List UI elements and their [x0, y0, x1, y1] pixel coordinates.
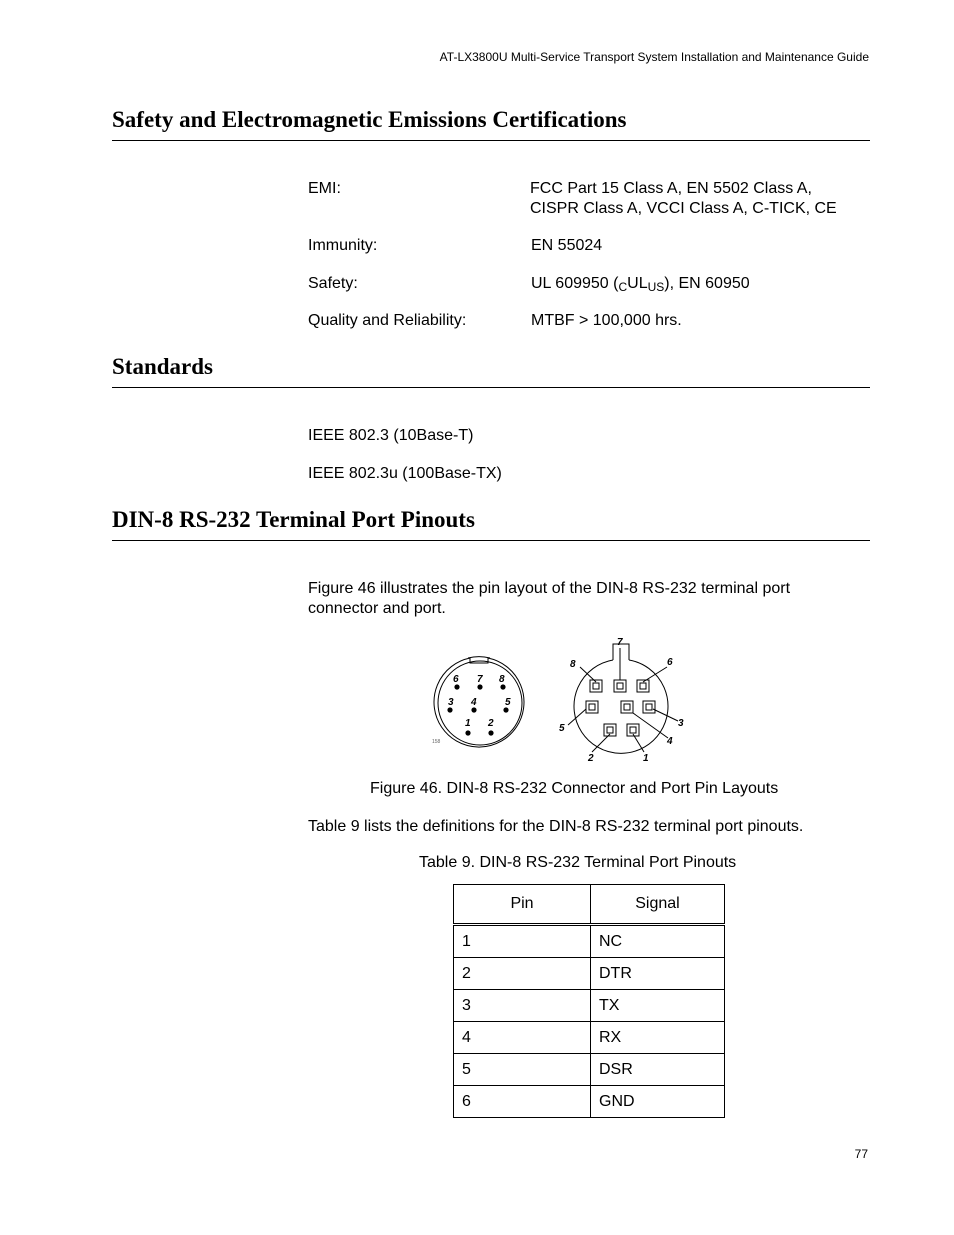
- pin-cell: 4: [454, 1022, 591, 1054]
- port-pin-label: 3: [678, 718, 684, 729]
- connector-pin-dot: [488, 730, 493, 735]
- pinout-table: [453, 884, 725, 1118]
- safety-value-prefix: UL 609950 (: [531, 275, 619, 292]
- port-pin-label: 7: [617, 637, 623, 648]
- signal-cell: TX: [591, 990, 725, 1022]
- pin-cell: 6: [454, 1086, 591, 1118]
- pin-cell: 5: [454, 1054, 591, 1086]
- connector-pin-label: 5: [505, 697, 511, 708]
- table-row: [454, 1022, 725, 1054]
- safety-label: Safety:: [308, 275, 358, 292]
- din8-port-diagram: [559, 637, 684, 764]
- connector-pin-label: 6: [453, 674, 459, 685]
- column-header-pin: Pin: [454, 885, 591, 925]
- table-row: [454, 958, 725, 990]
- quality-label: Quality and Reliability:: [308, 312, 467, 329]
- port-pin-label: 8: [570, 659, 576, 670]
- connector-pin-dot: [503, 707, 508, 712]
- table-row: [454, 1086, 725, 1118]
- pin-cell: 3: [454, 990, 591, 1022]
- safety-value-suffix: ), EN 60950: [664, 275, 750, 292]
- table-caption: Table 9. DIN-8 RS-232 Terminal Port Pinouts: [419, 854, 737, 871]
- connector-tag: 158: [432, 739, 441, 745]
- section-rule: [112, 387, 870, 388]
- din8-figure: [420, 630, 710, 770]
- signal-cell: RX: [591, 1022, 725, 1054]
- immunity-value: EN 55024: [531, 237, 603, 254]
- signal-cell: NC: [591, 925, 725, 958]
- pinouts-intro: [308, 579, 790, 619]
- connector-pin-label: 2: [488, 718, 494, 729]
- connector-pin-dot: [454, 684, 459, 689]
- signal-cell: GND: [591, 1086, 725, 1118]
- safety-ul: UL: [627, 275, 648, 292]
- table-row: [454, 1054, 725, 1086]
- port-pin-label: 5: [559, 723, 565, 734]
- port-pin-label: 2: [588, 753, 594, 764]
- port-pin-label: 4: [667, 736, 673, 747]
- section-rule: [112, 540, 870, 541]
- pinouts-intro-line1: Figure 46 illustrates the pin layout of the DIN-8 RS-232 terminal port: [308, 580, 791, 597]
- pinouts-intro-line2: connector and port.: [308, 600, 446, 617]
- pin-cell: 2: [454, 958, 591, 990]
- running-header: AT-LX3800U Multi-Service Transport System Installation and Maintenance Guide: [439, 50, 869, 64]
- column-header-signal: Signal: [591, 885, 725, 925]
- port-pin-label: 1: [643, 753, 649, 764]
- connector-pin-dot: [500, 684, 505, 689]
- port-pin-label: 6: [667, 657, 673, 668]
- connector-pin-label: 1: [465, 718, 471, 729]
- section-title-safety: Safety and Electromagnetic Emissions Certifications: [112, 107, 627, 132]
- pin-cell: 1: [454, 925, 591, 958]
- signal-cell: DTR: [591, 958, 725, 990]
- signal-cell: DSR: [591, 1054, 725, 1086]
- connector-pin-label: 7: [477, 674, 483, 685]
- standard-item: IEEE 802.3u (100Base-TX): [308, 465, 502, 482]
- section-title-standards: Standards: [112, 354, 213, 379]
- connector-pin-dot: [471, 707, 476, 712]
- connector-pin-label: 3: [448, 697, 454, 708]
- connector-pin-dot: [465, 730, 470, 735]
- page-number: 77: [854, 1147, 868, 1161]
- table-row: [454, 990, 725, 1022]
- safety-sub-us: US: [647, 280, 665, 294]
- connector-pin-dot: [477, 684, 482, 689]
- din8-connector-diagram: [432, 657, 524, 747]
- safety-sub-c: C: [618, 280, 628, 294]
- emi-value: [530, 179, 837, 219]
- emi-label: EMI:: [308, 180, 341, 197]
- connector-pin-dot: [447, 707, 452, 712]
- safety-value: [531, 274, 750, 294]
- section-rule: [112, 140, 870, 141]
- table-intro: Table 9 lists the definitions for the DIN-8 RS-232 terminal port pinouts.: [308, 818, 804, 835]
- quality-value: MTBF > 100,000 hrs.: [531, 312, 682, 329]
- figure-caption: Figure 46. DIN-8 RS-232 Connector and Port Pin Layouts: [370, 780, 779, 797]
- table-header-row: [454, 885, 725, 925]
- immunity-label: Immunity:: [308, 237, 378, 254]
- emi-value-line1: FCC Part 15 Class A, EN 5502 Class A,: [530, 180, 812, 197]
- table-row: [454, 925, 725, 958]
- emi-value-line2: CISPR Class A, VCCI Class A, C-TICK, CE: [530, 200, 837, 217]
- standard-item: IEEE 802.3 (10Base-T): [308, 427, 474, 444]
- connector-pin-label: 4: [471, 697, 477, 708]
- section-title-pinouts: DIN-8 RS-232 Terminal Port Pinouts: [112, 507, 475, 532]
- connector-pin-label: 8: [499, 674, 505, 685]
